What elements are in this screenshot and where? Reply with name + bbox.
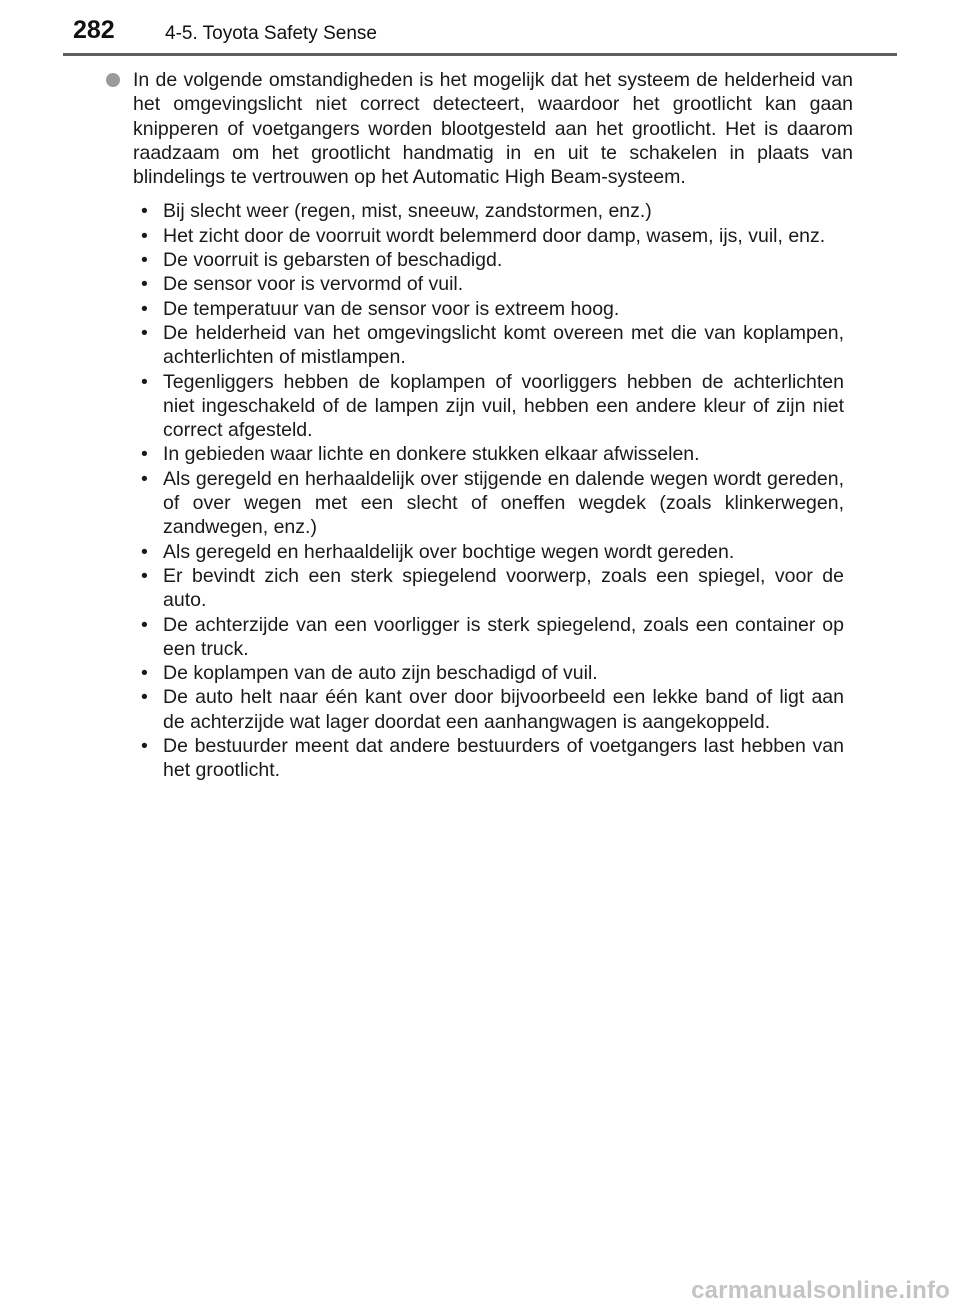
list-bullet: •: [141, 540, 148, 563]
section-title: 4-5. Toyota Safety Sense: [165, 23, 377, 44]
list-item-text: De sensor voor is vervormd of vuil.: [163, 273, 464, 296]
list-item-text: De helderheid van het omgevingslicht komt overeen met die van koplampen, achterlichten of mistlampen.: [163, 321, 844, 369]
list-item: [133, 540, 844, 564]
intro-paragraph: [133, 68, 853, 189]
list-item-text: Er bevindt zich een sterk spiegelend voorwerp, zoals een spiegel, voor de auto.: [163, 564, 844, 612]
list-item: [133, 321, 844, 370]
list-item: [133, 199, 844, 223]
list-item: [133, 442, 844, 466]
list-item-text: De temperatuur van de sensor voor is extreem hoog.: [163, 297, 620, 320]
list-bullet: •: [141, 321, 148, 344]
list-bullet: •: [141, 467, 148, 490]
list-item-text: De achterzijde van een voorligger is sterk spiegelend, zoals een container op een truck.: [163, 613, 844, 660]
list-bullet: •: [141, 249, 148, 272]
list-item: [133, 248, 844, 272]
list-bullet: •: [141, 370, 148, 393]
bullet-dot-icon: [106, 73, 120, 87]
list-item: [133, 613, 844, 662]
list-bullet: •: [141, 224, 148, 247]
list-bullet: •: [141, 273, 148, 296]
list-bullet: •: [141, 735, 148, 758]
list-item-text: De koplampen van de auto zijn beschadigd of vuil.: [163, 662, 598, 685]
list-item: [133, 734, 844, 783]
page-number: 282: [73, 16, 115, 44]
watermark: carmanualsonline.info: [691, 1277, 950, 1304]
list-item: [133, 661, 844, 685]
list-item-text: De voorruit is gebarsten of beschadigd.: [163, 249, 503, 272]
list-item: [133, 467, 844, 540]
list-bullet: •: [141, 686, 148, 709]
list-item: [133, 224, 844, 248]
list-item-text: Als geregeld en herhaaldelijk over stijgende en dalende wegen wordt gereden, of over wegen met een slecht of oneffen wegdek (zoals klinkerwegen, zandwegen, enz.): [163, 467, 844, 539]
list-item: [133, 370, 844, 443]
conditions-list: [133, 199, 844, 782]
list-item-text: De bestuurder meent dat andere bestuurders of voetgangers last hebben van het grootlicht.: [163, 735, 844, 782]
list-item: [133, 564, 844, 613]
list-bullet: •: [141, 297, 148, 320]
list-item-text: Bij slecht weer (regen, mist, sneeuw, zandstormen, enz.): [163, 200, 652, 223]
list-bullet: •: [141, 613, 148, 636]
header-divider: [63, 53, 897, 56]
intro-text: In de volgende omstandigheden is het mogelijk dat het systeem de helderheid van het omgevingslicht niet correct detecteert, waardoor het grootlicht kan gaan knipperen of voetgangers worden blootgesteld aan het grootlicht. Het is daarom raadzaam om het grootlicht handmatig in en uit te schakelen in plaats van blindelings te vertrouwen op het Automatic High Beam-systeem.: [133, 69, 853, 189]
page-header: [0, 0, 960, 60]
list-item: [133, 272, 844, 296]
main-content: [133, 68, 853, 783]
list-bullet: •: [141, 662, 148, 685]
list-item-text: Tegenliggers hebben de koplampen of voorliggers hebben de achterlichten niet ingeschakeld of de lampen zijn vuil, hebben een andere kleur of zijn niet correct afgesteld.: [163, 370, 844, 442]
list-bullet: •: [141, 443, 148, 466]
list-bullet: •: [141, 564, 148, 587]
list-item-text: Het zicht door de voorruit wordt belemmerd door damp, wasem, ijs, vuil, enz.: [163, 224, 826, 247]
list-item: [133, 685, 844, 734]
list-item: [133, 297, 844, 321]
list-bullet: •: [141, 200, 148, 223]
list-item-text: De auto helt naar één kant over door bijvoorbeeld een lekke band of ligt aan de achterzijde wat lager doordat een aanhangwagen is aangekoppeld.: [163, 686, 844, 733]
list-item-text: In gebieden waar lichte en donkere stukken elkaar afwisselen.: [163, 443, 700, 466]
list-item-text: Als geregeld en herhaaldelijk over bochtige wegen wordt gereden.: [163, 540, 735, 563]
